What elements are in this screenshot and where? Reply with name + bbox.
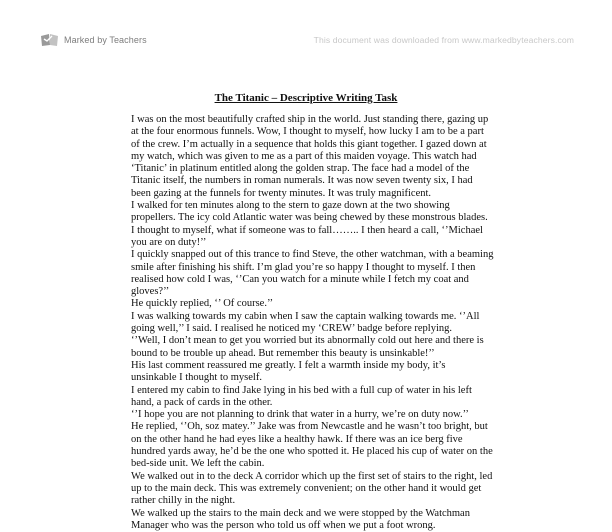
text-line: bound to be trouble up ahead. But remember this beauty is unsinkable!’’ xyxy=(131,347,435,359)
text-line: at the four enormous funnels. Wow, I thought to myself, how lucky I am to be a part xyxy=(131,126,484,138)
text-line: hand, a pack of cards in the other. xyxy=(131,396,273,408)
page-header xyxy=(0,0,612,60)
text-line: I was on the most beautifully crafted ship in the world. Just standing there, gazing up xyxy=(131,114,489,125)
text-line: ‘’I hope you are not planning to drink that water in a hurry, we’re on duty now.’’ xyxy=(131,409,469,421)
text-line: bed-side unit. We left the cabin. xyxy=(131,458,265,470)
text-line: going well,’’ I said. I realised he noticed my ‘CREW’ badge before replying. xyxy=(131,323,453,335)
text-line: He quickly replied, ‘’ Of course.’’ xyxy=(131,298,274,310)
text-line: smile after finishing his shift. I’m glad you’re so happy I thought to myself. I then xyxy=(131,261,476,273)
text-line: been gazing at the funnels for twenty minutes. It was truly magnificent. xyxy=(131,187,432,199)
text-line: I walked for ten minutes along to the stern to gaze down at the two showing xyxy=(131,200,450,212)
text-line: Titanic itself, the numbers in roman numerals. It was now seven twenty six, I had xyxy=(131,175,473,187)
text-line: ‘’Well, I don’t mean to get you worried but its abnormally cold out here and there is xyxy=(131,335,484,347)
document-body xyxy=(131,114,503,532)
logo-icon xyxy=(40,33,60,47)
text-line: I quickly snapped out of this trance to find Steve, the other watchman, with a beaming xyxy=(131,249,494,261)
text-line: you are on duty!’’ xyxy=(131,236,207,248)
text-line: unsinkable I thought to myself. xyxy=(131,372,262,384)
document-title: The Titanic – Descriptive Writing Task xyxy=(214,92,398,104)
text-line: I entered my cabin to find Jake lying in his bed with a full cup of water in his left xyxy=(131,384,472,396)
text-line: on the other hand he had eyes like a healthy hawk. If there was an ice berg five xyxy=(131,433,463,445)
text-line: realised how cold I was, ‘’Can you watch for a minute while I fetch my coat and xyxy=(131,273,469,285)
site-logo xyxy=(40,32,147,48)
text-line: I thought to myself, what if someone was to fall…….. I then heard a call, ‘’Michael xyxy=(131,224,483,236)
text-line: of the crew. I’m actually in a sequence that holds this giant together. I gazed down at xyxy=(131,138,487,150)
text-line: We walked out in to the deck A corridor which up the first set of stairs to the right, led xyxy=(131,470,493,482)
text-line: propellers. The icy cold Atlantic water was being chewed by these monstrous blades. xyxy=(131,212,488,224)
download-notice: This document was downloaded from www.markedbyteachers.com xyxy=(313,35,574,45)
text-line: my watch, which was given to me as a part of this maiden voyage. This watch had xyxy=(131,150,477,162)
text-line: He replied, ‘’Oh, soz matey.’’ Jake was from Newcastle and he wasn’t too bright, but xyxy=(131,421,488,433)
text-line: hundred yards away, he’d be the one who spotted it. He placed his cup of water on the xyxy=(131,446,493,458)
text-line: rather chilly in the night. xyxy=(131,495,236,507)
text-line: Manager who was the person who told us off when we put a foot wrong. xyxy=(131,519,436,531)
text-line: I was walking towards my cabin when I saw the captain walking towards me. ‘’All xyxy=(131,310,480,322)
text-line: gloves?’’ xyxy=(131,286,170,298)
text-line: His last comment reassured me greatly. I felt a warmth inside my body, it’s xyxy=(131,359,446,371)
logo-text: Marked by Teachers xyxy=(64,35,147,45)
text-line: up to the main deck. This was extremely convenient; on the other hand it would get xyxy=(131,482,482,494)
text-line: ‘Titanic’ in platinum entitled along the golden strap. The face had a model of the xyxy=(131,163,470,175)
text-line: We walked up the stairs to the main deck and we were stopped by the Watchman xyxy=(131,507,470,519)
